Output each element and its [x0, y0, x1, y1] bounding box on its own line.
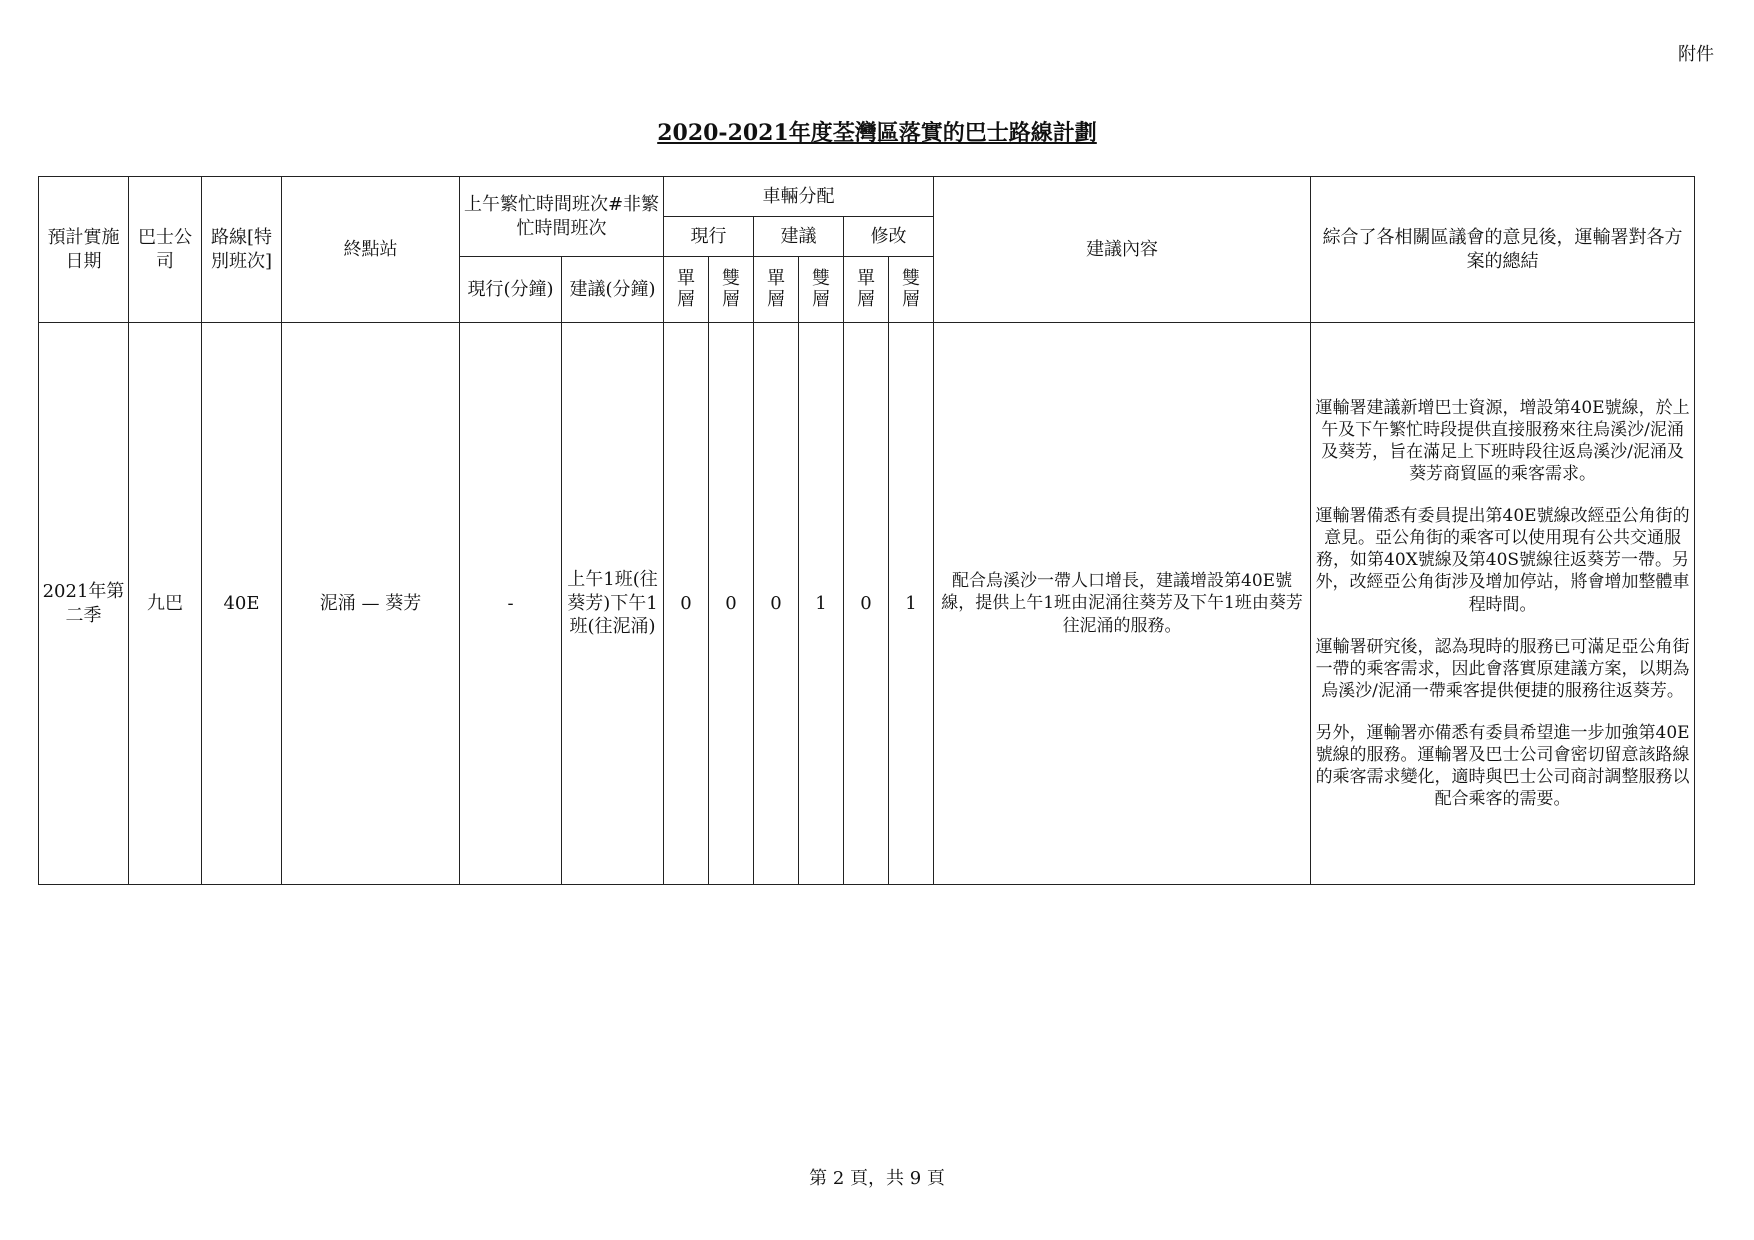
table-row: [39, 323, 1695, 885]
col-header-summary: 綜合了各相關區議會的意見後，運輸署對各方案的總結: [1311, 177, 1695, 323]
cell-modified-single: 0: [844, 323, 889, 885]
cell-freq-current: -: [460, 323, 562, 885]
double-deck-label: 雙層: [721, 267, 740, 311]
single-deck-label: 單層: [676, 267, 695, 311]
summary-paragraph: 另外，運輸署亦備悉有委員希望進一步加強第40E號線的服務。運輸署及巴士公司會密切留意該路線的乘客需求變化，適時與巴士公司商討調整服務以配合乘客的需要。: [1315, 722, 1690, 810]
col-header-current-single: [664, 257, 709, 323]
single-deck-label: 單層: [856, 267, 875, 311]
summary-paragraph: 運輸署研究後，認為現時的服務已可滿足亞公角街一帶的乘客需求，因此會落實原建議方案，以期為烏溪沙/泥涌一帶乘客提供便捷的服務往返葵芳。: [1315, 636, 1690, 701]
cell-freq-proposed: 上午1班(往葵芳)下午1班(往泥涌): [562, 323, 664, 885]
col-header-company: 巴士公司: [129, 177, 202, 323]
cell-company: 九巴: [129, 323, 202, 885]
col-header-fleet: 車輛分配: [664, 177, 934, 217]
col-header-proposed-double: [799, 257, 844, 323]
summary-paragraph: 運輸署建議新增巴士資源，增設第40E號線，於上午及下午繁忙時段提供直接服務來往烏溪沙/泥涌及葵芳，旨在滿足上下班時段往返烏溪沙/泥涌及葵芳商貿區的乘客需求。: [1315, 397, 1690, 485]
col-header-proposed-single: [754, 257, 799, 323]
col-header-frequency: 上午繁忙時間班次#非繁忙時間班次: [460, 177, 664, 257]
col-header-modified-single: [844, 257, 889, 323]
single-deck-label: 單層: [766, 267, 785, 311]
col-header-current-double: [709, 257, 754, 323]
cell-proposal: 配合烏溪沙一帶人口增長，建議增設第40E號線，提供上午1班由泥涌往葵芳及下午1班由葵芳往泥涌的服務。: [934, 323, 1311, 885]
col-header-fleet-current: 現行: [664, 217, 754, 257]
col-header-date: 預計實施日期: [39, 177, 129, 323]
cell-current-double: 0: [709, 323, 754, 885]
page-title: 2020-2021年度荃灣區落實的巴士路線計劃: [657, 120, 1097, 146]
cell-proposed-single: 0: [754, 323, 799, 885]
cell-route: 40E: [202, 323, 282, 885]
col-header-proposal: 建議內容: [934, 177, 1311, 323]
cell-current-single: 0: [664, 323, 709, 885]
col-header-route: 路線[特別班次]: [202, 177, 282, 323]
cell-date: 2021年第二季: [39, 323, 129, 885]
summary-paragraph: 運輸署備悉有委員提出第40E號線改經亞公角街的意見。亞公角街的乘客可以使用現有公共交通服務，如第40X號線及第40S號線往返葵芳一帶。另外，改經亞公角街涉及增加停站，將會增加整體車程時間。: [1315, 506, 1690, 615]
col-header-freq-proposed: 建議(分鐘): [562, 257, 664, 323]
col-header-fleet-modified: 修改: [844, 217, 934, 257]
col-header-freq-current: 現行(分鐘): [460, 257, 562, 323]
bus-route-plan-table: [38, 176, 1695, 885]
cell-proposed-double: 1: [799, 323, 844, 885]
double-deck-label: 雙層: [902, 267, 921, 311]
cell-modified-double: 1: [889, 323, 934, 885]
col-header-terminus: 終點站: [282, 177, 460, 323]
page-number: 第 2 頁，共 9 頁: [809, 1168, 945, 1189]
col-header-fleet-proposed: 建議: [754, 217, 844, 257]
cell-terminus: 泥涌 — 葵芳: [282, 323, 460, 885]
cell-summary: [1311, 323, 1695, 885]
col-header-modified-double: [889, 257, 934, 323]
annex-label: 附件: [1678, 44, 1714, 65]
double-deck-label: 雙層: [811, 267, 830, 311]
